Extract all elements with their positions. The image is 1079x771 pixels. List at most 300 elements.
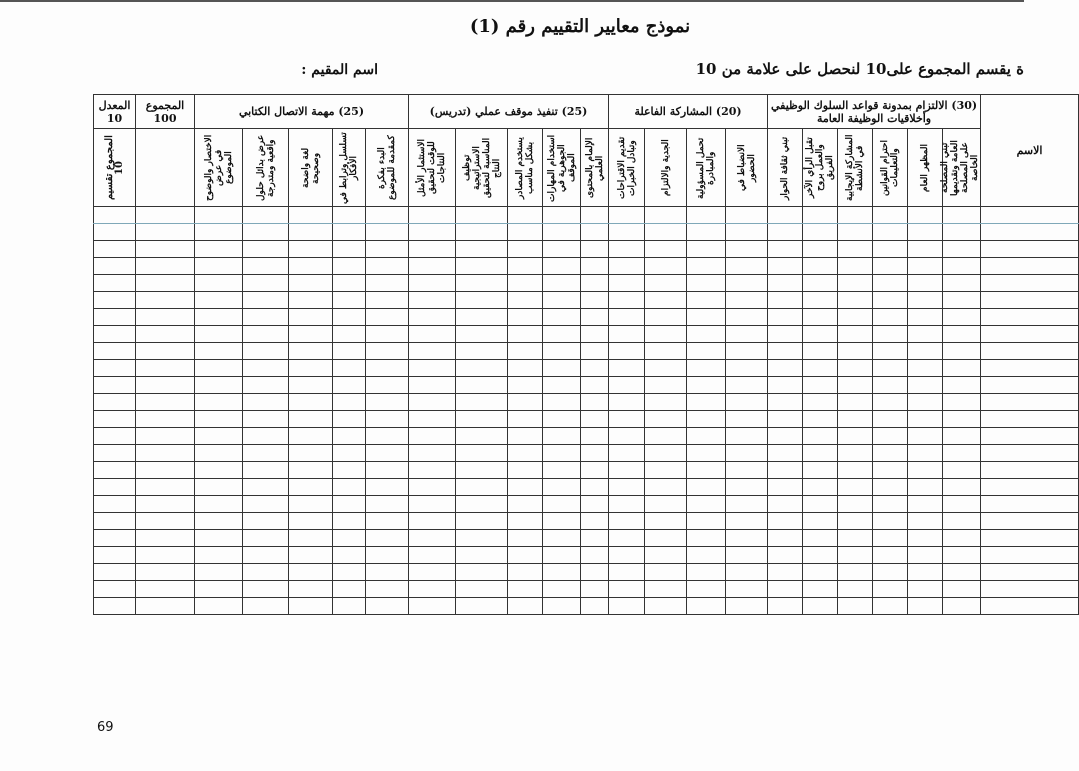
table-cell[interactable] [366,343,409,360]
table-cell[interactable] [409,496,456,513]
table-cell[interactable] [94,530,136,547]
table-cell[interactable] [908,479,943,496]
table-cell[interactable] [908,275,943,292]
table-cell[interactable] [803,513,838,530]
table-cell[interactable] [195,428,243,445]
table-cell[interactable] [873,207,908,224]
table-cell[interactable] [136,343,195,360]
table-cell[interactable] [645,530,687,547]
table-cell[interactable] [943,377,981,394]
table-cell[interactable] [981,496,1079,513]
table-cell[interactable] [508,428,543,445]
table-cell[interactable] [803,326,838,343]
table-cell[interactable] [366,479,409,496]
table-cell[interactable] [243,309,289,326]
table-cell[interactable] [94,275,136,292]
table-cell[interactable] [333,496,366,513]
table-cell[interactable] [726,275,768,292]
table-cell[interactable] [195,326,243,343]
table-cell[interactable] [581,394,609,411]
table-cell[interactable] [409,411,456,428]
table-cell[interactable] [768,564,803,581]
table-cell[interactable] [366,496,409,513]
table-cell[interactable] [687,309,726,326]
table-cell[interactable] [873,462,908,479]
table-cell[interactable] [366,258,409,275]
table-cell[interactable] [366,309,409,326]
table-cell[interactable] [409,207,456,224]
table-cell[interactable] [289,241,333,258]
table-cell[interactable] [456,496,508,513]
table-cell[interactable] [943,360,981,377]
table-cell[interactable] [409,292,456,309]
table-cell[interactable] [289,292,333,309]
table-cell[interactable] [645,411,687,428]
table-cell[interactable] [943,462,981,479]
table-cell[interactable] [508,581,543,598]
table-cell[interactable] [289,360,333,377]
table-cell[interactable] [768,377,803,394]
table-cell[interactable] [94,496,136,513]
table-cell[interactable] [687,343,726,360]
table-cell[interactable] [726,428,768,445]
table-cell[interactable] [581,547,609,564]
table-cell[interactable] [687,258,726,275]
table-cell[interactable] [581,445,609,462]
table-cell[interactable] [94,292,136,309]
table-cell[interactable] [645,445,687,462]
table-cell[interactable] [645,496,687,513]
table-cell[interactable] [609,581,645,598]
table-cell[interactable] [581,428,609,445]
table-cell[interactable] [908,428,943,445]
table-cell[interactable] [243,360,289,377]
table-cell[interactable] [645,462,687,479]
table-cell[interactable] [609,343,645,360]
table-cell[interactable] [289,581,333,598]
table-cell[interactable] [838,411,873,428]
table-cell[interactable] [333,343,366,360]
table-cell[interactable] [543,513,581,530]
table-cell[interactable] [289,258,333,275]
table-cell[interactable] [456,564,508,581]
table-cell[interactable] [456,479,508,496]
table-cell[interactable] [333,530,366,547]
table-cell[interactable] [943,496,981,513]
table-cell[interactable] [543,496,581,513]
table-cell[interactable] [726,530,768,547]
table-cell[interactable] [195,241,243,258]
table-cell[interactable] [687,326,726,343]
table-cell[interactable] [943,241,981,258]
table-cell[interactable] [333,377,366,394]
table-cell[interactable] [136,360,195,377]
table-cell[interactable] [456,343,508,360]
table-cell[interactable] [333,411,366,428]
table-cell[interactable] [243,445,289,462]
table-cell[interactable] [873,581,908,598]
table-cell[interactable] [981,598,1079,615]
table-cell[interactable] [803,598,838,615]
table-cell[interactable] [195,445,243,462]
table-cell[interactable] [908,547,943,564]
table-cell[interactable] [726,377,768,394]
table-cell[interactable] [289,326,333,343]
table-cell[interactable] [366,241,409,258]
table-cell[interactable] [366,394,409,411]
table-cell[interactable] [581,513,609,530]
table-cell[interactable] [609,428,645,445]
table-cell[interactable] [726,394,768,411]
table-cell[interactable] [838,462,873,479]
table-cell[interactable] [768,309,803,326]
table-cell[interactable] [873,598,908,615]
table-cell[interactable] [609,513,645,530]
table-cell[interactable] [803,207,838,224]
table-cell[interactable] [136,513,195,530]
table-cell[interactable] [409,564,456,581]
table-cell[interactable] [333,309,366,326]
table-cell[interactable] [873,309,908,326]
table-cell[interactable] [768,496,803,513]
table-cell[interactable] [543,377,581,394]
table-cell[interactable] [803,411,838,428]
table-cell[interactable] [409,241,456,258]
table-cell[interactable] [543,224,581,241]
table-cell[interactable] [981,207,1079,224]
table-cell[interactable] [94,241,136,258]
table-cell[interactable] [873,258,908,275]
table-cell[interactable] [645,309,687,326]
table-cell[interactable] [609,496,645,513]
table-cell[interactable] [94,598,136,615]
table-cell[interactable] [543,292,581,309]
table-cell[interactable] [687,462,726,479]
table-cell[interactable] [726,547,768,564]
table-cell[interactable] [195,496,243,513]
table-cell[interactable] [768,547,803,564]
table-cell[interactable] [543,258,581,275]
table-cell[interactable] [768,462,803,479]
table-cell[interactable] [289,411,333,428]
table-cell[interactable] [543,581,581,598]
table-cell[interactable] [94,445,136,462]
table-cell[interactable] [838,598,873,615]
table-cell[interactable] [243,462,289,479]
table-cell[interactable] [456,258,508,275]
table-cell[interactable] [768,513,803,530]
table-cell[interactable] [645,360,687,377]
table-cell[interactable] [908,411,943,428]
table-cell[interactable] [838,377,873,394]
table-cell[interactable] [581,411,609,428]
table-cell[interactable] [195,547,243,564]
table-cell[interactable] [687,207,726,224]
table-cell[interactable] [289,479,333,496]
table-cell[interactable] [581,241,609,258]
table-cell[interactable] [456,394,508,411]
table-cell[interactable] [726,598,768,615]
table-cell[interactable] [581,377,609,394]
table-cell[interactable] [943,581,981,598]
table-cell[interactable] [645,547,687,564]
table-cell[interactable] [136,241,195,258]
table-cell[interactable] [456,581,508,598]
table-cell[interactable] [581,309,609,326]
table-cell[interactable] [908,377,943,394]
table-cell[interactable] [508,258,543,275]
table-cell[interactable] [366,326,409,343]
table-cell[interactable] [195,360,243,377]
table-cell[interactable] [289,224,333,241]
table-cell[interactable] [908,496,943,513]
table-cell[interactable] [609,547,645,564]
table-cell[interactable] [873,411,908,428]
table-cell[interactable] [366,462,409,479]
table-cell[interactable] [981,377,1079,394]
table-cell[interactable] [943,258,981,275]
table-cell[interactable] [803,496,838,513]
table-cell[interactable] [136,530,195,547]
table-cell[interactable] [943,292,981,309]
table-cell[interactable] [726,445,768,462]
table-cell[interactable] [609,207,645,224]
table-cell[interactable] [908,258,943,275]
table-cell[interactable] [243,513,289,530]
table-cell[interactable] [409,343,456,360]
table-cell[interactable] [581,258,609,275]
table-cell[interactable] [908,292,943,309]
table-cell[interactable] [195,462,243,479]
table-cell[interactable] [333,394,366,411]
table-cell[interactable] [943,394,981,411]
table-cell[interactable] [94,394,136,411]
table-cell[interactable] [687,513,726,530]
table-cell[interactable] [289,207,333,224]
table-cell[interactable] [803,479,838,496]
table-cell[interactable] [456,275,508,292]
table-cell[interactable] [195,343,243,360]
table-cell[interactable] [195,564,243,581]
table-cell[interactable] [981,411,1079,428]
table-cell[interactable] [768,275,803,292]
table-cell[interactable] [943,530,981,547]
table-cell[interactable] [243,479,289,496]
table-cell[interactable] [981,513,1079,530]
table-cell[interactable] [581,326,609,343]
table-cell[interactable] [609,309,645,326]
table-cell[interactable] [687,445,726,462]
table-cell[interactable] [543,207,581,224]
table-cell[interactable] [366,547,409,564]
table-cell[interactable] [908,326,943,343]
table-cell[interactable] [687,411,726,428]
table-cell[interactable] [94,326,136,343]
table-cell[interactable] [768,445,803,462]
table-cell[interactable] [873,496,908,513]
table-cell[interactable] [366,292,409,309]
table-cell[interactable] [803,547,838,564]
table-cell[interactable] [908,343,943,360]
table-cell[interactable] [94,377,136,394]
table-cell[interactable] [136,377,195,394]
table-cell[interactable] [333,598,366,615]
table-cell[interactable] [543,360,581,377]
table-cell[interactable] [873,292,908,309]
table-cell[interactable] [838,394,873,411]
table-cell[interactable] [581,207,609,224]
table-cell[interactable] [333,360,366,377]
table-cell[interactable] [508,496,543,513]
table-cell[interactable] [289,513,333,530]
table-cell[interactable] [195,207,243,224]
table-cell[interactable] [803,309,838,326]
table-cell[interactable] [768,479,803,496]
table-cell[interactable] [136,445,195,462]
table-cell[interactable] [409,530,456,547]
table-cell[interactable] [409,224,456,241]
table-cell[interactable] [943,513,981,530]
table-cell[interactable] [243,581,289,598]
table-cell[interactable] [838,513,873,530]
table-cell[interactable] [768,598,803,615]
table-cell[interactable] [136,598,195,615]
table-cell[interactable] [543,564,581,581]
table-cell[interactable] [94,462,136,479]
table-cell[interactable] [456,360,508,377]
table-cell[interactable] [543,462,581,479]
table-cell[interactable] [726,411,768,428]
table-cell[interactable] [943,326,981,343]
table-cell[interactable] [366,564,409,581]
table-cell[interactable] [645,275,687,292]
table-cell[interactable] [94,428,136,445]
table-cell[interactable] [645,241,687,258]
table-cell[interactable] [838,343,873,360]
table-cell[interactable] [543,445,581,462]
table-cell[interactable] [908,513,943,530]
table-cell[interactable] [543,428,581,445]
table-cell[interactable] [289,564,333,581]
table-cell[interactable] [687,360,726,377]
table-cell[interactable] [609,445,645,462]
table-cell[interactable] [726,479,768,496]
table-cell[interactable] [195,411,243,428]
table-cell[interactable] [333,547,366,564]
table-cell[interactable] [803,581,838,598]
table-cell[interactable] [803,343,838,360]
table-cell[interactable] [581,496,609,513]
table-cell[interactable] [645,581,687,598]
table-cell[interactable] [726,292,768,309]
table-cell[interactable] [333,258,366,275]
table-cell[interactable] [726,360,768,377]
table-cell[interactable] [136,547,195,564]
table-cell[interactable] [581,598,609,615]
table-cell[interactable] [94,564,136,581]
table-cell[interactable] [645,326,687,343]
table-cell[interactable] [908,360,943,377]
table-cell[interactable] [333,445,366,462]
table-cell[interactable] [289,428,333,445]
table-cell[interactable] [289,377,333,394]
table-cell[interactable] [645,394,687,411]
table-cell[interactable] [243,377,289,394]
table-cell[interactable] [456,513,508,530]
table-cell[interactable] [136,258,195,275]
table-cell[interactable] [609,326,645,343]
table-cell[interactable] [409,394,456,411]
table-cell[interactable] [609,275,645,292]
table-cell[interactable] [243,564,289,581]
table-cell[interactable] [366,530,409,547]
table-cell[interactable] [943,598,981,615]
table-cell[interactable] [366,224,409,241]
table-cell[interactable] [243,207,289,224]
table-cell[interactable] [195,598,243,615]
table-cell[interactable] [456,462,508,479]
table-cell[interactable] [803,241,838,258]
table-cell[interactable] [289,445,333,462]
table-cell[interactable] [803,292,838,309]
table-cell[interactable] [803,530,838,547]
table-cell[interactable] [333,241,366,258]
table-cell[interactable] [94,479,136,496]
table-cell[interactable] [243,292,289,309]
table-cell[interactable] [409,377,456,394]
table-cell[interactable] [195,377,243,394]
table-cell[interactable] [508,309,543,326]
table-cell[interactable] [726,258,768,275]
table-cell[interactable] [409,326,456,343]
table-cell[interactable] [456,292,508,309]
table-cell[interactable] [838,428,873,445]
table-cell[interactable] [838,360,873,377]
table-cell[interactable] [333,275,366,292]
table-cell[interactable] [94,309,136,326]
table-cell[interactable] [726,207,768,224]
table-cell[interactable] [195,292,243,309]
table-cell[interactable] [508,564,543,581]
table-cell[interactable] [687,275,726,292]
table-cell[interactable] [366,581,409,598]
table-cell[interactable] [508,224,543,241]
table-cell[interactable] [726,326,768,343]
table-cell[interactable] [456,309,508,326]
table-cell[interactable] [873,547,908,564]
table-cell[interactable] [645,479,687,496]
table-cell[interactable] [768,207,803,224]
table-cell[interactable] [908,462,943,479]
table-cell[interactable] [981,360,1079,377]
table-cell[interactable] [687,479,726,496]
table-cell[interactable] [136,275,195,292]
table-cell[interactable] [803,275,838,292]
table-cell[interactable] [768,343,803,360]
table-cell[interactable] [333,462,366,479]
table-cell[interactable] [543,326,581,343]
table-cell[interactable] [908,598,943,615]
table-cell[interactable] [726,224,768,241]
table-cell[interactable] [981,479,1079,496]
table-cell[interactable] [838,581,873,598]
table-cell[interactable] [581,275,609,292]
table-cell[interactable] [803,462,838,479]
table-cell[interactable] [94,343,136,360]
table-cell[interactable] [195,581,243,598]
table-cell[interactable] [873,377,908,394]
table-cell[interactable] [609,598,645,615]
